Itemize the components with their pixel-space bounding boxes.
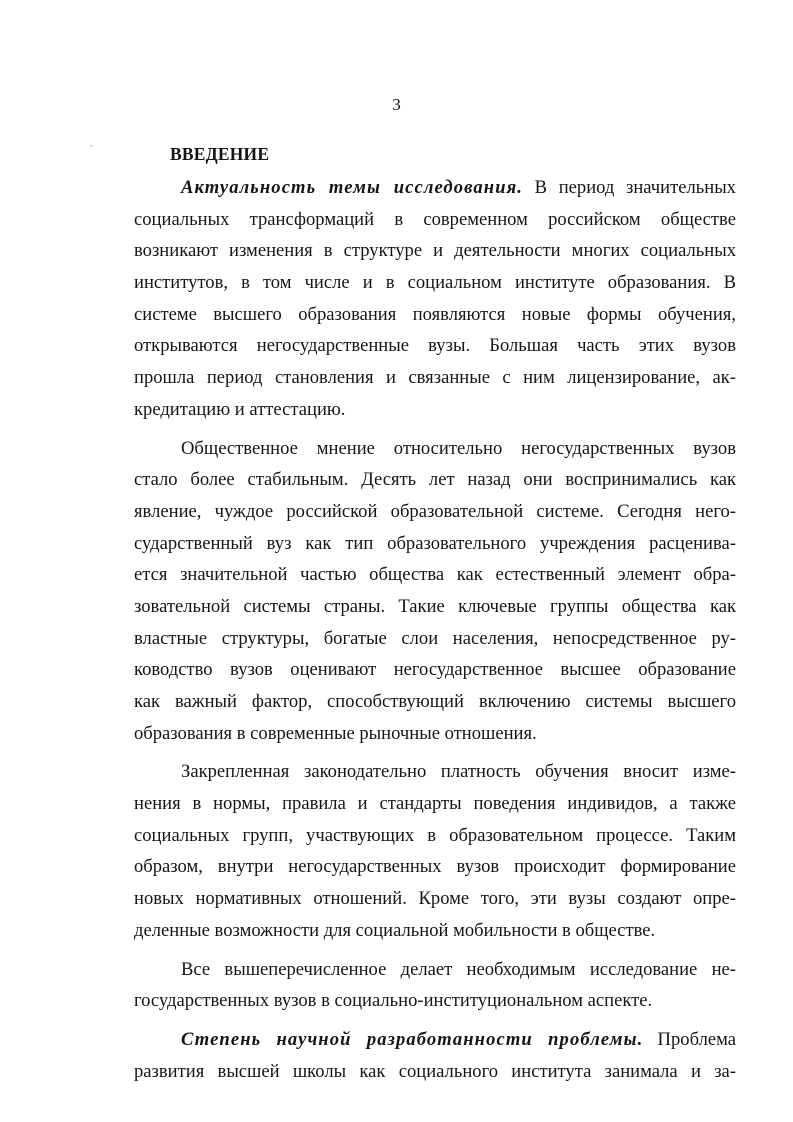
paragraph-spacing: [134, 947, 736, 954]
scan-artifact: [90, 145, 93, 147]
text-line: образом, внутри негосударственных вузов происходит формирование: [134, 856, 736, 878]
text-line: Общественное мнение относительно негосударственных вузов: [181, 437, 736, 459]
text-line: как важный фактор, способствующий включению системы высшего: [134, 691, 736, 712]
text-line: властные структуры, богатые слои населения, непосредственное ру-: [134, 627, 736, 649]
text-line: возникают изменения в структуре и деятельности многих социальных: [134, 240, 736, 262]
text-line: сударственный вуз как тип образовательного учреждения расценива-: [134, 532, 736, 554]
paragraph-spacing: [134, 426, 736, 433]
run-in-heading: Степень научной разработанности проблемы.: [181, 1028, 644, 1050]
text-line: институтов, в том числе и в социальном институте образования. В: [134, 272, 736, 294]
paragraph-spacing: [134, 749, 736, 756]
text-line: Актуальность темы исследования. В период значительных: [181, 177, 736, 198]
text-line: нения в нормы, правила и стандарты поведения индивидов, а также: [134, 793, 736, 815]
text-line: стало более стабильным. Десять лет назад они воспринимались как: [134, 469, 736, 491]
text-line: образования в современные рыночные отношения.: [134, 722, 537, 744]
text-line: ется значительной частью общества как естественный элемент обра-: [134, 564, 736, 586]
text-line: социальных групп, участвующих в образовательном процессе. Таким: [134, 824, 736, 846]
text-line: ководство вузов оценивают негосударственное высшее образование: [134, 659, 736, 681]
paragraph-relevance: [134, 172, 736, 426]
paragraph-spacing: [134, 1017, 736, 1024]
text-line: кредитацию и аттестацию.: [134, 398, 346, 420]
text-line: явление, чуждое российской образовательной системе. Сегодня него-: [134, 500, 736, 522]
text-line: зовательной системы страны. Такие ключевые группы общества как: [134, 595, 736, 617]
paragraph-necessity: [134, 954, 736, 1017]
text-line: Все вышеперечисленное делает необходимым исследование не-: [181, 958, 736, 980]
body-text: [134, 172, 736, 1087]
text-line: прошла период становления и связанные с ним лицензирование, ак-: [134, 367, 736, 389]
run-in-heading: Актуальность темы исследования.: [181, 177, 524, 198]
paragraph-public-opinion: [134, 433, 736, 750]
text-line: развития высшей школы как социального института занимала и за-: [134, 1060, 736, 1082]
text-line: Закрепленная законодательно платность обучения вносит изме-: [181, 761, 736, 783]
text-line: социальных трансформаций в современном российском обществе: [134, 208, 736, 230]
page-number: 3: [392, 95, 401, 114]
text-line: новых нормативных отношений. Кроме того, эти вузы создают опре-: [134, 888, 736, 910]
text-line: открываются негосударственные вузы. Большая часть этих вузов: [134, 335, 736, 357]
section-heading: ВВЕДЕНИЕ: [170, 144, 270, 164]
text-line: государственных вузов в социально-институциональном аспекте.: [134, 990, 653, 1012]
text-line: системе высшего образования появляются новые формы обучения,: [134, 303, 736, 325]
paragraph-research-degree: [134, 1024, 736, 1087]
paragraph-paid-education: [134, 756, 736, 946]
text-line: деленные возможности для социальной мобильности в обществе.: [134, 919, 656, 941]
text-line: Степень научной разработанности проблемы. Проблема: [181, 1028, 736, 1050]
